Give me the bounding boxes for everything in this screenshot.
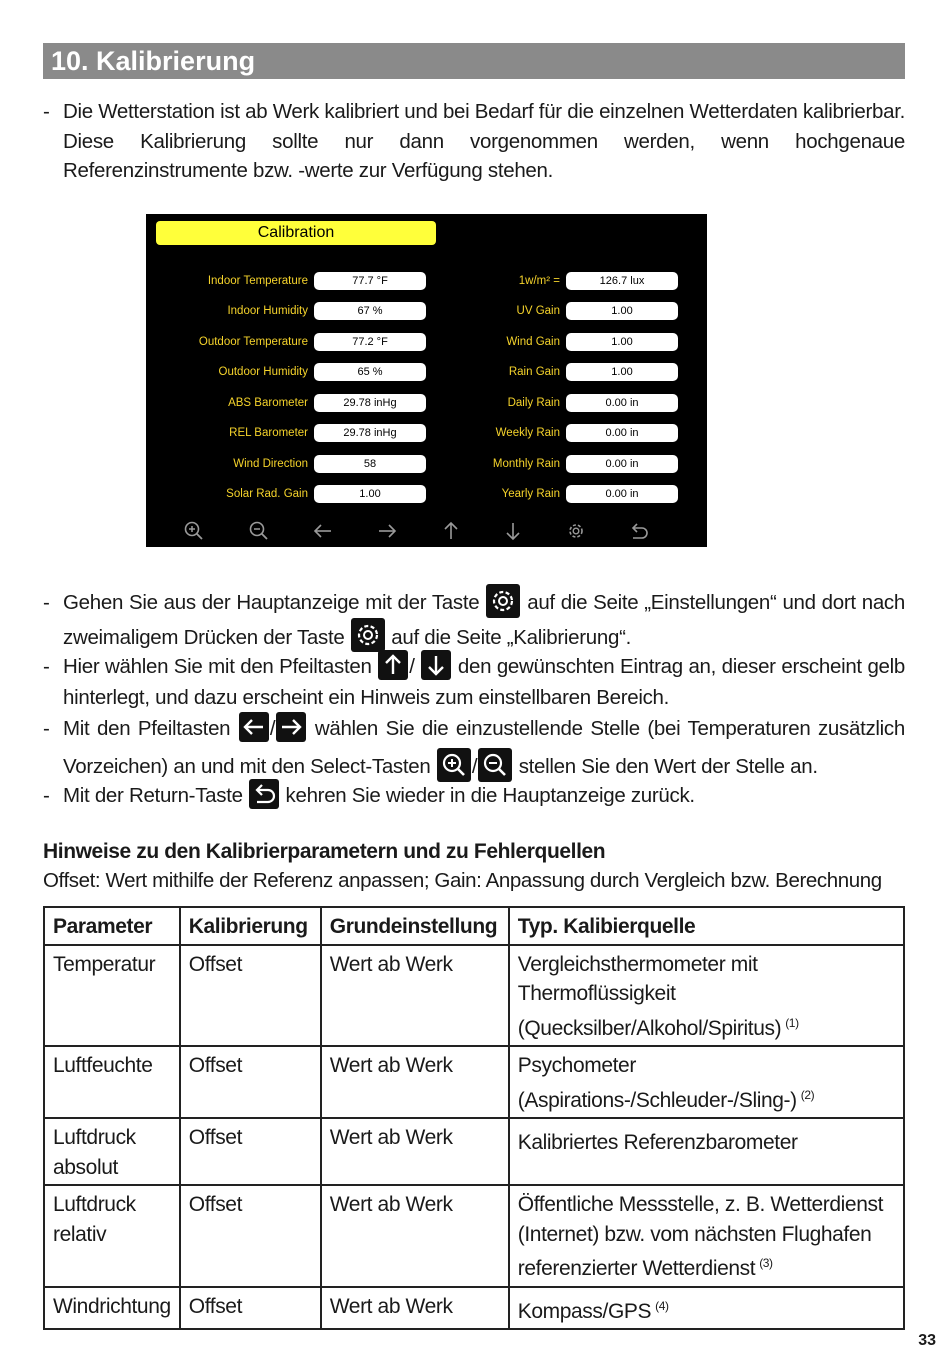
default-cell: Wert ab Werk (321, 1118, 509, 1185)
column-header: Parameter (44, 907, 180, 945)
cal-row-rain-gain (438, 363, 678, 381)
cal-label: UV Gain (516, 305, 560, 317)
source-text: Psychometer (Aspirations-/Schleuder-/Sling-) (517, 1054, 797, 1112)
cal-row-solar-rad-gain (186, 485, 426, 503)
cal-row-yearly-rain (438, 485, 678, 503)
key-separator: / (409, 655, 415, 678)
calibration-cell: Offset (180, 1287, 321, 1330)
gear-key-icon (351, 618, 385, 652)
cal-row-daily-rain (438, 394, 678, 412)
column-header: Typ. Kalibierquelle (509, 907, 904, 945)
calibration-cell: Offset (180, 945, 321, 1047)
instruction-text: Gehen Sie aus der Hauptanzeige mit der Taste (63, 591, 480, 614)
cal-value: 1.00 (566, 302, 678, 320)
zoom-in-icon (183, 520, 205, 542)
cal-value: 0.00 in (566, 485, 678, 503)
key-separator: / (471, 755, 478, 778)
source-cell (509, 1185, 904, 1287)
table-row (44, 1287, 904, 1330)
cal-value: 77.2 °F (314, 333, 426, 351)
calibration-screenshot (146, 214, 707, 547)
source-cell (509, 1046, 904, 1118)
bullet-dash: - (43, 591, 50, 614)
cal-label: REL Barometer (229, 427, 308, 439)
bullet-dash: - (43, 784, 50, 807)
calibration-cell: Offset (180, 1118, 321, 1185)
section-title: 10. Kalibrierung (43, 43, 905, 79)
cal-value: 29.78 inHg (314, 394, 426, 412)
table-row (44, 1118, 904, 1185)
column-header: Grundeinstellung (321, 907, 509, 945)
cal-value: 58 (314, 455, 426, 473)
arrow-up-icon (440, 520, 462, 542)
instruction-text: auf die Seite „Kalibrierung“. (391, 625, 631, 649)
cal-value: 1.00 (566, 363, 678, 381)
calibration-title: Calibration (156, 221, 436, 245)
arrow-left-key-icon (239, 712, 269, 742)
arrow-right-icon (376, 520, 398, 542)
cal-label: Rain Gain (508, 366, 560, 378)
footnote-ref: (1) (785, 1015, 799, 1030)
bullet-dash: - (43, 655, 50, 678)
cal-label: ABS Barometer (228, 397, 308, 409)
cal-row-wind-gain (438, 333, 678, 351)
arrow-right-key-icon (276, 712, 306, 742)
intro-paragraph (43, 97, 905, 186)
gear-icon (565, 520, 587, 542)
cal-label: Solar Rad. Gain (226, 488, 308, 500)
bullet-dash: - (43, 717, 50, 740)
cal-label: Wind Gain (506, 336, 560, 348)
arrow-down-key-icon (421, 650, 451, 680)
param-cell: Temperatur (44, 945, 180, 1047)
cal-row-uv-gain (438, 302, 678, 320)
param-cell: Luftdruck absolut (44, 1118, 180, 1185)
table-row (44, 945, 904, 1047)
cal-value: 0.00 in (566, 455, 678, 473)
instruction-text: den gewünschten Eintrag an, dieser erscheint gelb hinterlegt, und dazu erscheint ein Hinweis zum einstellbaren Bereich. (63, 655, 906, 709)
cal-value: 67 % (314, 302, 426, 320)
source-text: Öffentliche Messstelle, z. B. Wetterdienst (Internet) bzw. vom nächsten Flughafen referenzierter Wetterdienst (517, 1193, 884, 1280)
bullet-dash: - (43, 100, 50, 123)
cal-value: 126.7 lux (566, 272, 678, 290)
cal-row-outdoor-humidity (186, 363, 426, 381)
cal-label: Yearly Rain (501, 488, 560, 500)
notes-text: Offset: Wert mithilfe der Referenz anpassen; Gain: Anpassung durch Vergleich bzw. Berechnung (43, 869, 882, 892)
source-cell (509, 1287, 904, 1330)
table-row (44, 1185, 904, 1287)
cal-label: Indoor Temperature (207, 275, 308, 287)
param-cell: Windrichtung (44, 1287, 180, 1330)
cal-label: Wind Direction (233, 458, 308, 470)
key-separator: / (269, 717, 276, 740)
return-icon (628, 520, 650, 542)
cal-label: Weekly Rain (495, 427, 560, 439)
calibration-table (43, 906, 905, 1330)
default-cell: Wert ab Werk (321, 1185, 509, 1287)
source-text: Kompass/GPS (517, 1299, 652, 1323)
zoom-out-key-icon (478, 748, 512, 782)
cal-row-monthly-rain (438, 455, 678, 473)
cal-label: Daily Rain (507, 397, 560, 409)
source-text: Vergleichsthermometer mit Thermoflüssigkeit (Quecksilber/Alkohol/Spiritus) (517, 952, 782, 1040)
cal-row-weekly-rain (438, 424, 678, 442)
default-cell: Wert ab Werk (321, 1046, 509, 1118)
cal-row-indoor-temperature (186, 272, 426, 290)
param-cell: Luftfeuchte (44, 1046, 180, 1118)
cal-row-abs-barometer (186, 394, 426, 412)
cal-label: Indoor Humidity (227, 305, 308, 317)
cal-label: Outdoor Temperature (198, 336, 308, 348)
table-row (44, 1046, 904, 1118)
table-header-row (44, 907, 904, 945)
cal-value: 1.00 (566, 333, 678, 351)
cal-row-wind-direction (186, 455, 426, 473)
instruction-text: Mit der Return-Taste (63, 784, 243, 807)
instruction-select-entry (43, 652, 905, 712)
instruction-text: Hier wählen Sie mit den Pfeiltasten (63, 655, 372, 678)
zoom-out-icon (248, 520, 270, 542)
instruction-return (43, 781, 905, 812)
return-key-icon (249, 779, 279, 809)
calibration-cell: Offset (180, 1185, 321, 1287)
cal-value: 65 % (314, 363, 426, 381)
arrow-up-key-icon (378, 650, 408, 680)
zoom-in-key-icon (437, 748, 471, 782)
cal-row-outdoor-temperature (186, 333, 426, 351)
footnote-ref: (4) (655, 1298, 669, 1313)
cal-value: 1.00 (314, 485, 426, 503)
instruction-select-digit (43, 710, 905, 786)
page-number: 33 (918, 1332, 936, 1349)
cal-label: Monthly Rain (492, 458, 560, 470)
cal-label: 1w/m² = (518, 275, 560, 287)
footnote-ref: (3) (759, 1256, 773, 1270)
cal-value: 29.78 inHg (314, 424, 426, 442)
cal-row-lux (438, 272, 678, 290)
footnote-ref: (2) (800, 1087, 815, 1102)
instruction-settings (43, 586, 905, 655)
notes-heading: Hinweise zu den Kalibrierparametern und zu Fehlerquellen (43, 840, 606, 863)
instruction-text: auf die Seite „Einstellungen“ und dort nach zweimaligem Drücken der Taste (63, 591, 905, 649)
screen-toolbar (180, 520, 660, 542)
gear-key-icon (486, 584, 520, 618)
instruction-text: kehren Sie wieder in die Hauptanzeige zurück. (285, 784, 695, 807)
column-header: Kalibrierung (180, 907, 321, 945)
cal-row-indoor-humidity (186, 302, 426, 320)
source-cell (509, 945, 904, 1047)
default-cell: Wert ab Werk (321, 1287, 509, 1330)
instruction-text: stellen Sie den Wert der Stelle an. (518, 755, 818, 778)
cal-value: 0.00 in (566, 424, 678, 442)
instruction-text: wählen Sie die einzustellende Stelle (bei Temperaturen zusätzlich Vorzeichen) an und mit den Select-Tasten (63, 717, 905, 778)
cal-row-rel-barometer (186, 424, 426, 442)
cal-value: 0.00 in (566, 394, 678, 412)
instruction-text: Mit den Pfeiltasten (63, 717, 231, 740)
calibration-cell: Offset (180, 1046, 321, 1118)
arrow-left-icon (312, 520, 334, 542)
arrow-down-icon (502, 520, 524, 542)
cal-value: 77.7 °F (314, 272, 426, 290)
default-cell: Wert ab Werk (321, 945, 509, 1047)
source-text: Kalibriertes Referenzbarometer (517, 1131, 798, 1154)
cal-label: Outdoor Humidity (218, 366, 308, 378)
source-cell (509, 1118, 904, 1185)
param-cell: Luftdruck relativ (44, 1185, 180, 1287)
intro-text: Die Wetterstation ist ab Werk kalibriert und bei Bedarf für die einzelnen Wetterdaten kalibrierbar. Diese Kalibrierung sollte nur dann vorgenommen werden, wenn hochgenaue Referenzinstrumente bzw. -werte zur Verfügung stehen. (63, 100, 905, 182)
